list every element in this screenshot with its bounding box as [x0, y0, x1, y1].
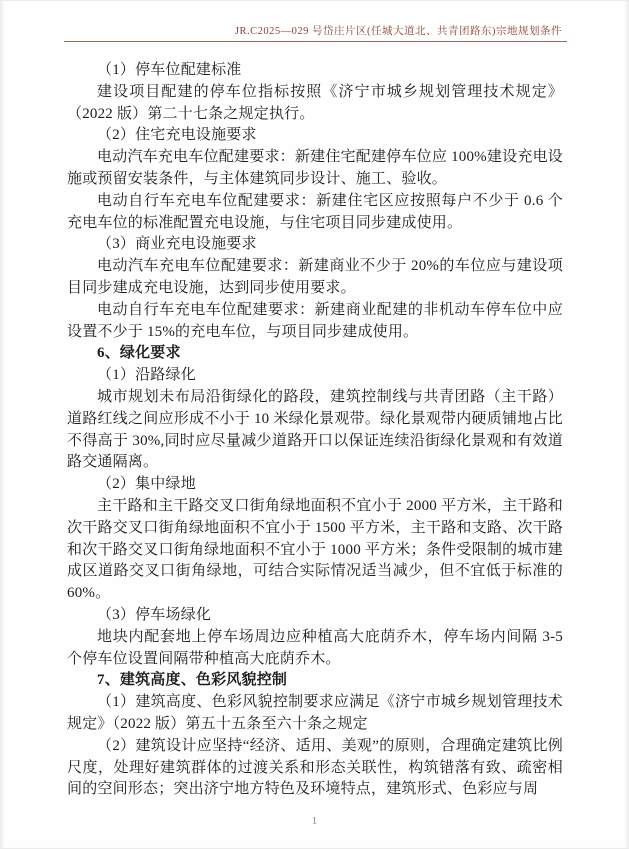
- paragraph: （3）停车场绿化: [97, 606, 212, 623]
- document-body: [67, 60, 563, 801]
- section-heading: 7、建筑高度、色彩风貌控制: [97, 672, 288, 689]
- page-number: 1: [311, 815, 318, 827]
- paragraph: 城市规划未布局沿街绿化的路段，建筑控制线与共青团路（主干路）道路红线之间应形成不小于 10 米绿化景观带。绿化景观带内硬质铺地占比不得高于 30%,同时应尽量减少道路开口以保证连续沿街绿化景观和有效道路交通隔离。: [67, 388, 563, 471]
- paragraph: 电动自行车充电车位配建要求：新建住宅区应按照每户不少于 0.6 个充电车位的标准配置充电设施，与住宅项目同步建成使用。: [67, 192, 563, 231]
- paragraph: （1）停车位配建标准: [97, 62, 242, 78]
- paragraph: 电动汽车充电车位配建要求：新建商业不少于 20%的车位应与建设项目同步建成充电设施，达到同步使用要求。: [67, 258, 563, 296]
- paragraph: 电动汽车充电车位配建要求：新建住宅配建停车位应 100%建设充电设施或预留安装条件，与主体建筑同步设计、施工、验收。: [67, 149, 563, 187]
- paragraph: （2）建筑设计应坚持“经济、适用、美观”的原则，合理确定建筑比例尺度，处理好建筑群体的过渡关系和形态关联性，构筑错落有致、疏密相间的空间形态；突出济宁地方特色及环境特点，建筑形式、色彩应与周: [67, 737, 563, 798]
- paragraph: 建设项目配建的停车位指标按照《济宁市城乡规划管理技术规定》（2022 版）第二十七条之规定执行。: [67, 83, 563, 122]
- paragraph: （2）集中绿地: [97, 476, 196, 493]
- paragraph: 电动自行车充电车位配建要求：新建商业配建的非机动车停车位中应设置不少于 15%的充电车位，与项目同步建成使用。: [67, 301, 563, 340]
- paragraph: （1）沿路绿化: [97, 367, 196, 384]
- paragraph: （1）建筑高度、色彩风貌控制要求应满足《济宁市城乡规划管理技术规定》（2022 版）第五十五条至六十条之规定: [67, 694, 563, 732]
- paragraph: （3）商业充电设施要求: [97, 236, 257, 253]
- document-header-title: JR.C2025—029 号岱庄片区(任城大道北、共青团路东)宗地规划条件: [234, 26, 562, 37]
- header-divider-line: [64, 41, 567, 42]
- paragraph: 地块内配套地上停车场周边应种植高大庇荫乔木，停车场内间隔 3-5 个停车位设置间隔带种植高大庇荫乔木。: [67, 628, 563, 667]
- section-heading: 6、绿化要求: [97, 345, 181, 362]
- paragraph: 主干路和主干路交叉口街角绿地面积不宜小于 2000 平方米，主干路和次干路交叉口街角绿地面积不宜小于 1500 平方米，主干路和支路、次干路和次干路交叉口街角绿地面积不宜小于 1000 平方米；条件受限制的城市建成区道路交叉口街角绿地，可结合实际情况适当减少，但不宜低于标准的 60%。: [67, 497, 563, 602]
- paragraph: （2）住宅充电设施要求: [97, 127, 257, 144]
